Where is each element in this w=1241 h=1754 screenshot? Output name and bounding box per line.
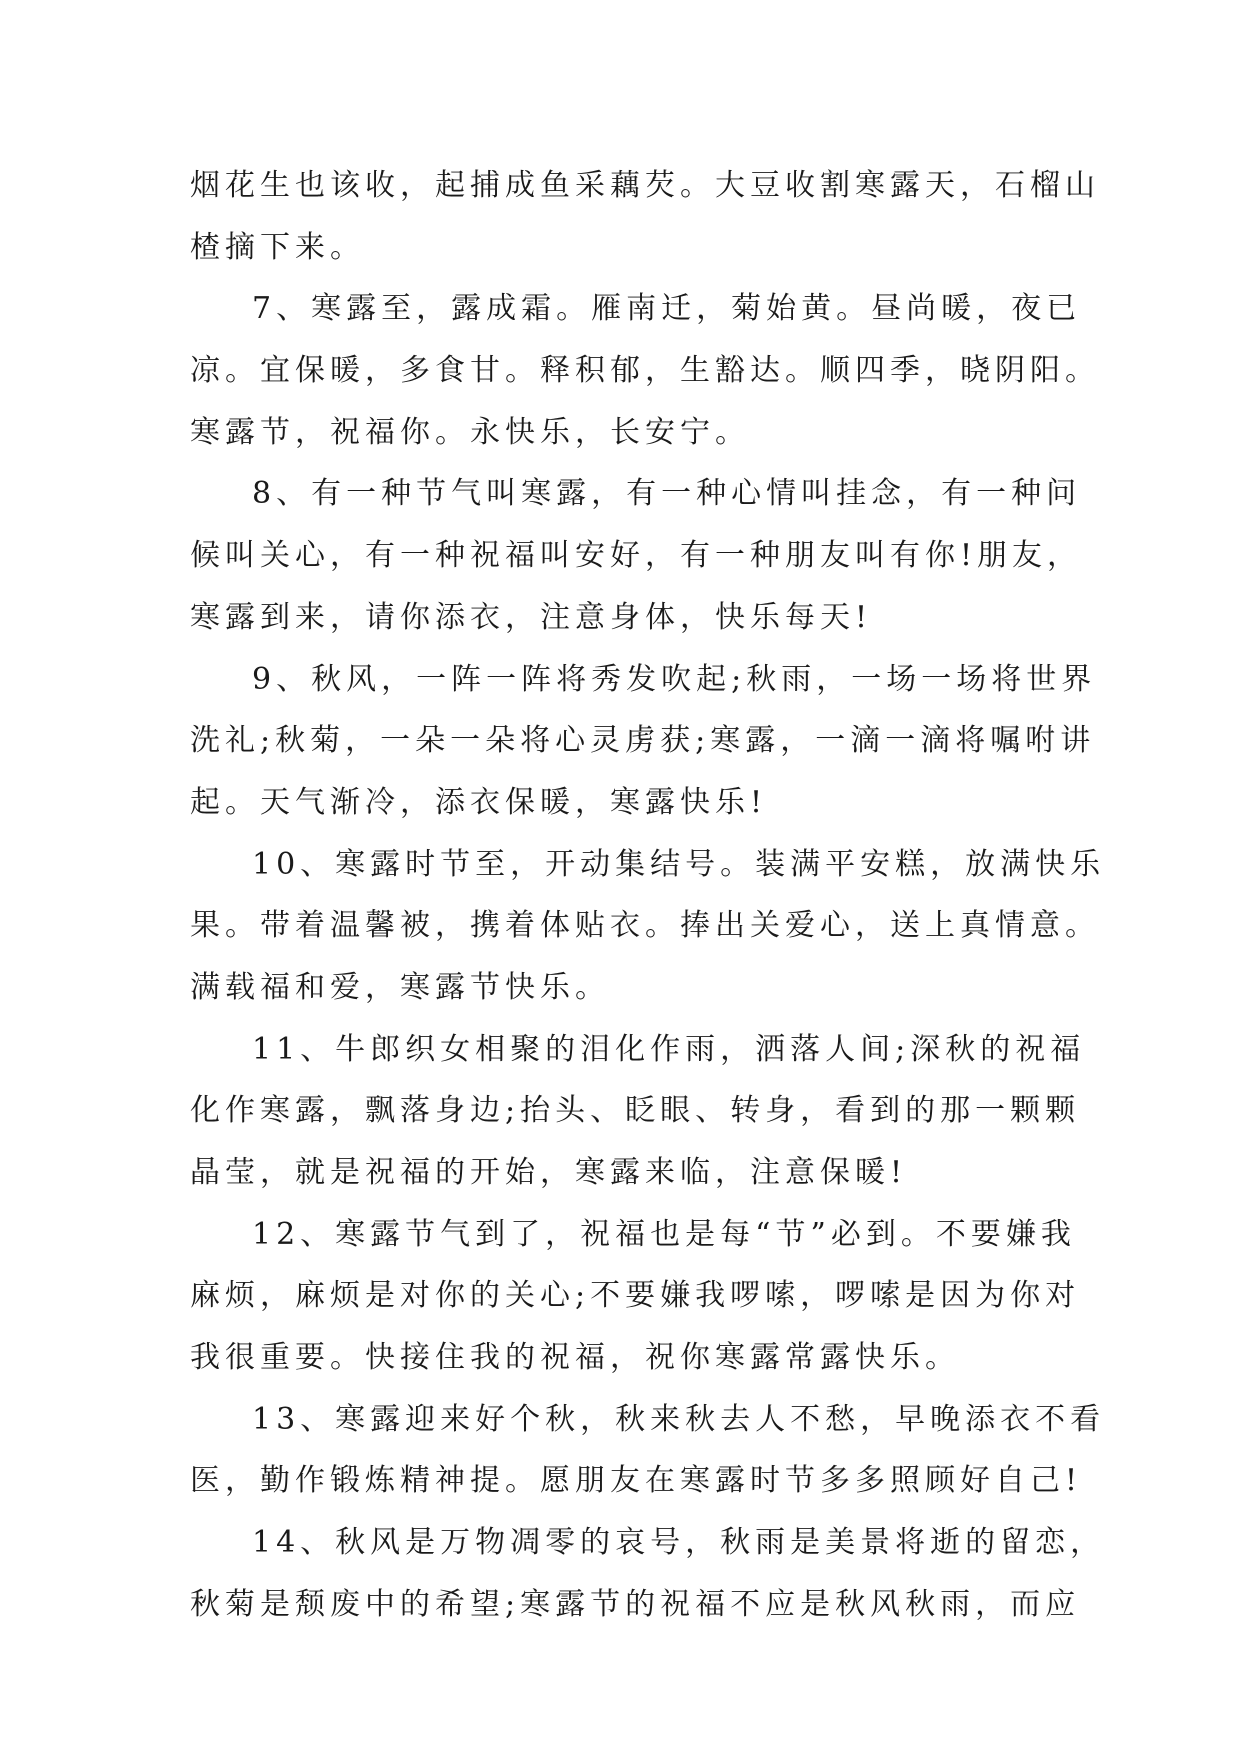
text-line: 10、寒露时节至，开动集结号。装满平安糕，放满快乐 <box>252 846 1106 882</box>
text-line: 麻烦，麻烦是对你的关心;不要嫌我啰嗦，啰嗦是因为你对 <box>190 1278 1081 1314</box>
text-line: 候叫关心，有一种祝福叫安好，有一种朋友叫有你!朋友， <box>190 538 1083 574</box>
text-line: 满载福和爱，寒露节快乐。 <box>190 969 610 1005</box>
text-line: 7、寒露至，露成霜。雁南迁，菊始黄。昼尚暖，夜已 <box>252 291 1082 327</box>
text-line: 我很重要。快接住我的祝福，祝你寒露常露快乐。 <box>190 1340 960 1376</box>
document-body <box>190 155 1106 1636</box>
text-line: 寒露到来，请你添衣，注意身体，快乐每天! <box>190 599 873 635</box>
text-line: 秋菊是颓废中的希望;寒露节的祝福不应是秋风秋雨，而应 <box>190 1586 1081 1622</box>
text-line: 8、有一种节气叫寒露，有一种心情叫挂念，有一种问 <box>252 476 1082 512</box>
text-line: 13、寒露迎来好个秋，秋来秋去人不愁，早晚添衣不看 <box>252 1401 1106 1437</box>
text-line: 11、牛郎织女相聚的泪化作雨，洒落人间;深秋的祝福 <box>252 1031 1086 1067</box>
text-line: 洗礼;秋菊，一朵一朵将心灵虏获;寒露，一滴一滴将嘱咐讲 <box>190 723 1096 759</box>
text-line: 寒露节，祝福你。永快乐，长安宁。 <box>190 414 750 450</box>
text-line: 12、寒露节气到了，祝福也是每“节”必到。不要嫌我 <box>252 1216 1076 1252</box>
text-line: 化作寒露，飘落身边;抬头、眨眼、转身，看到的那一颗颗 <box>190 1093 1081 1129</box>
text-line: 14、秋风是万物凋零的哀号，秋雨是美景将逝的留恋， <box>252 1525 1106 1561</box>
text-line: 9、秋风，一阵一阵将秀发吹起;秋雨，一场一场将世界 <box>252 661 1097 697</box>
text-line: 果。带着温馨被，携着体贴衣。捧出关爱心，送上真情意。 <box>190 908 1100 944</box>
text-line: 晶莹，就是祝福的开始，寒露来临，注意保暖! <box>190 1155 908 1190</box>
text-line: 医，勤作锻炼精神提。愿朋友在寒露时节多多照顾好自己! <box>190 1463 1083 1499</box>
text-line: 凉。宜保暖，多食甘。释积郁，生豁达。顺四季，晓阴阳。 <box>190 353 1100 389</box>
text-line: 楂摘下来。 <box>190 229 365 265</box>
text-line: 起。天气渐冷，添衣保暖，寒露快乐! <box>190 784 768 820</box>
text-line: 烟花生也该收，起捕成鱼采藕芡。大豆收割寒露天，石榴山 <box>190 168 1100 203</box>
